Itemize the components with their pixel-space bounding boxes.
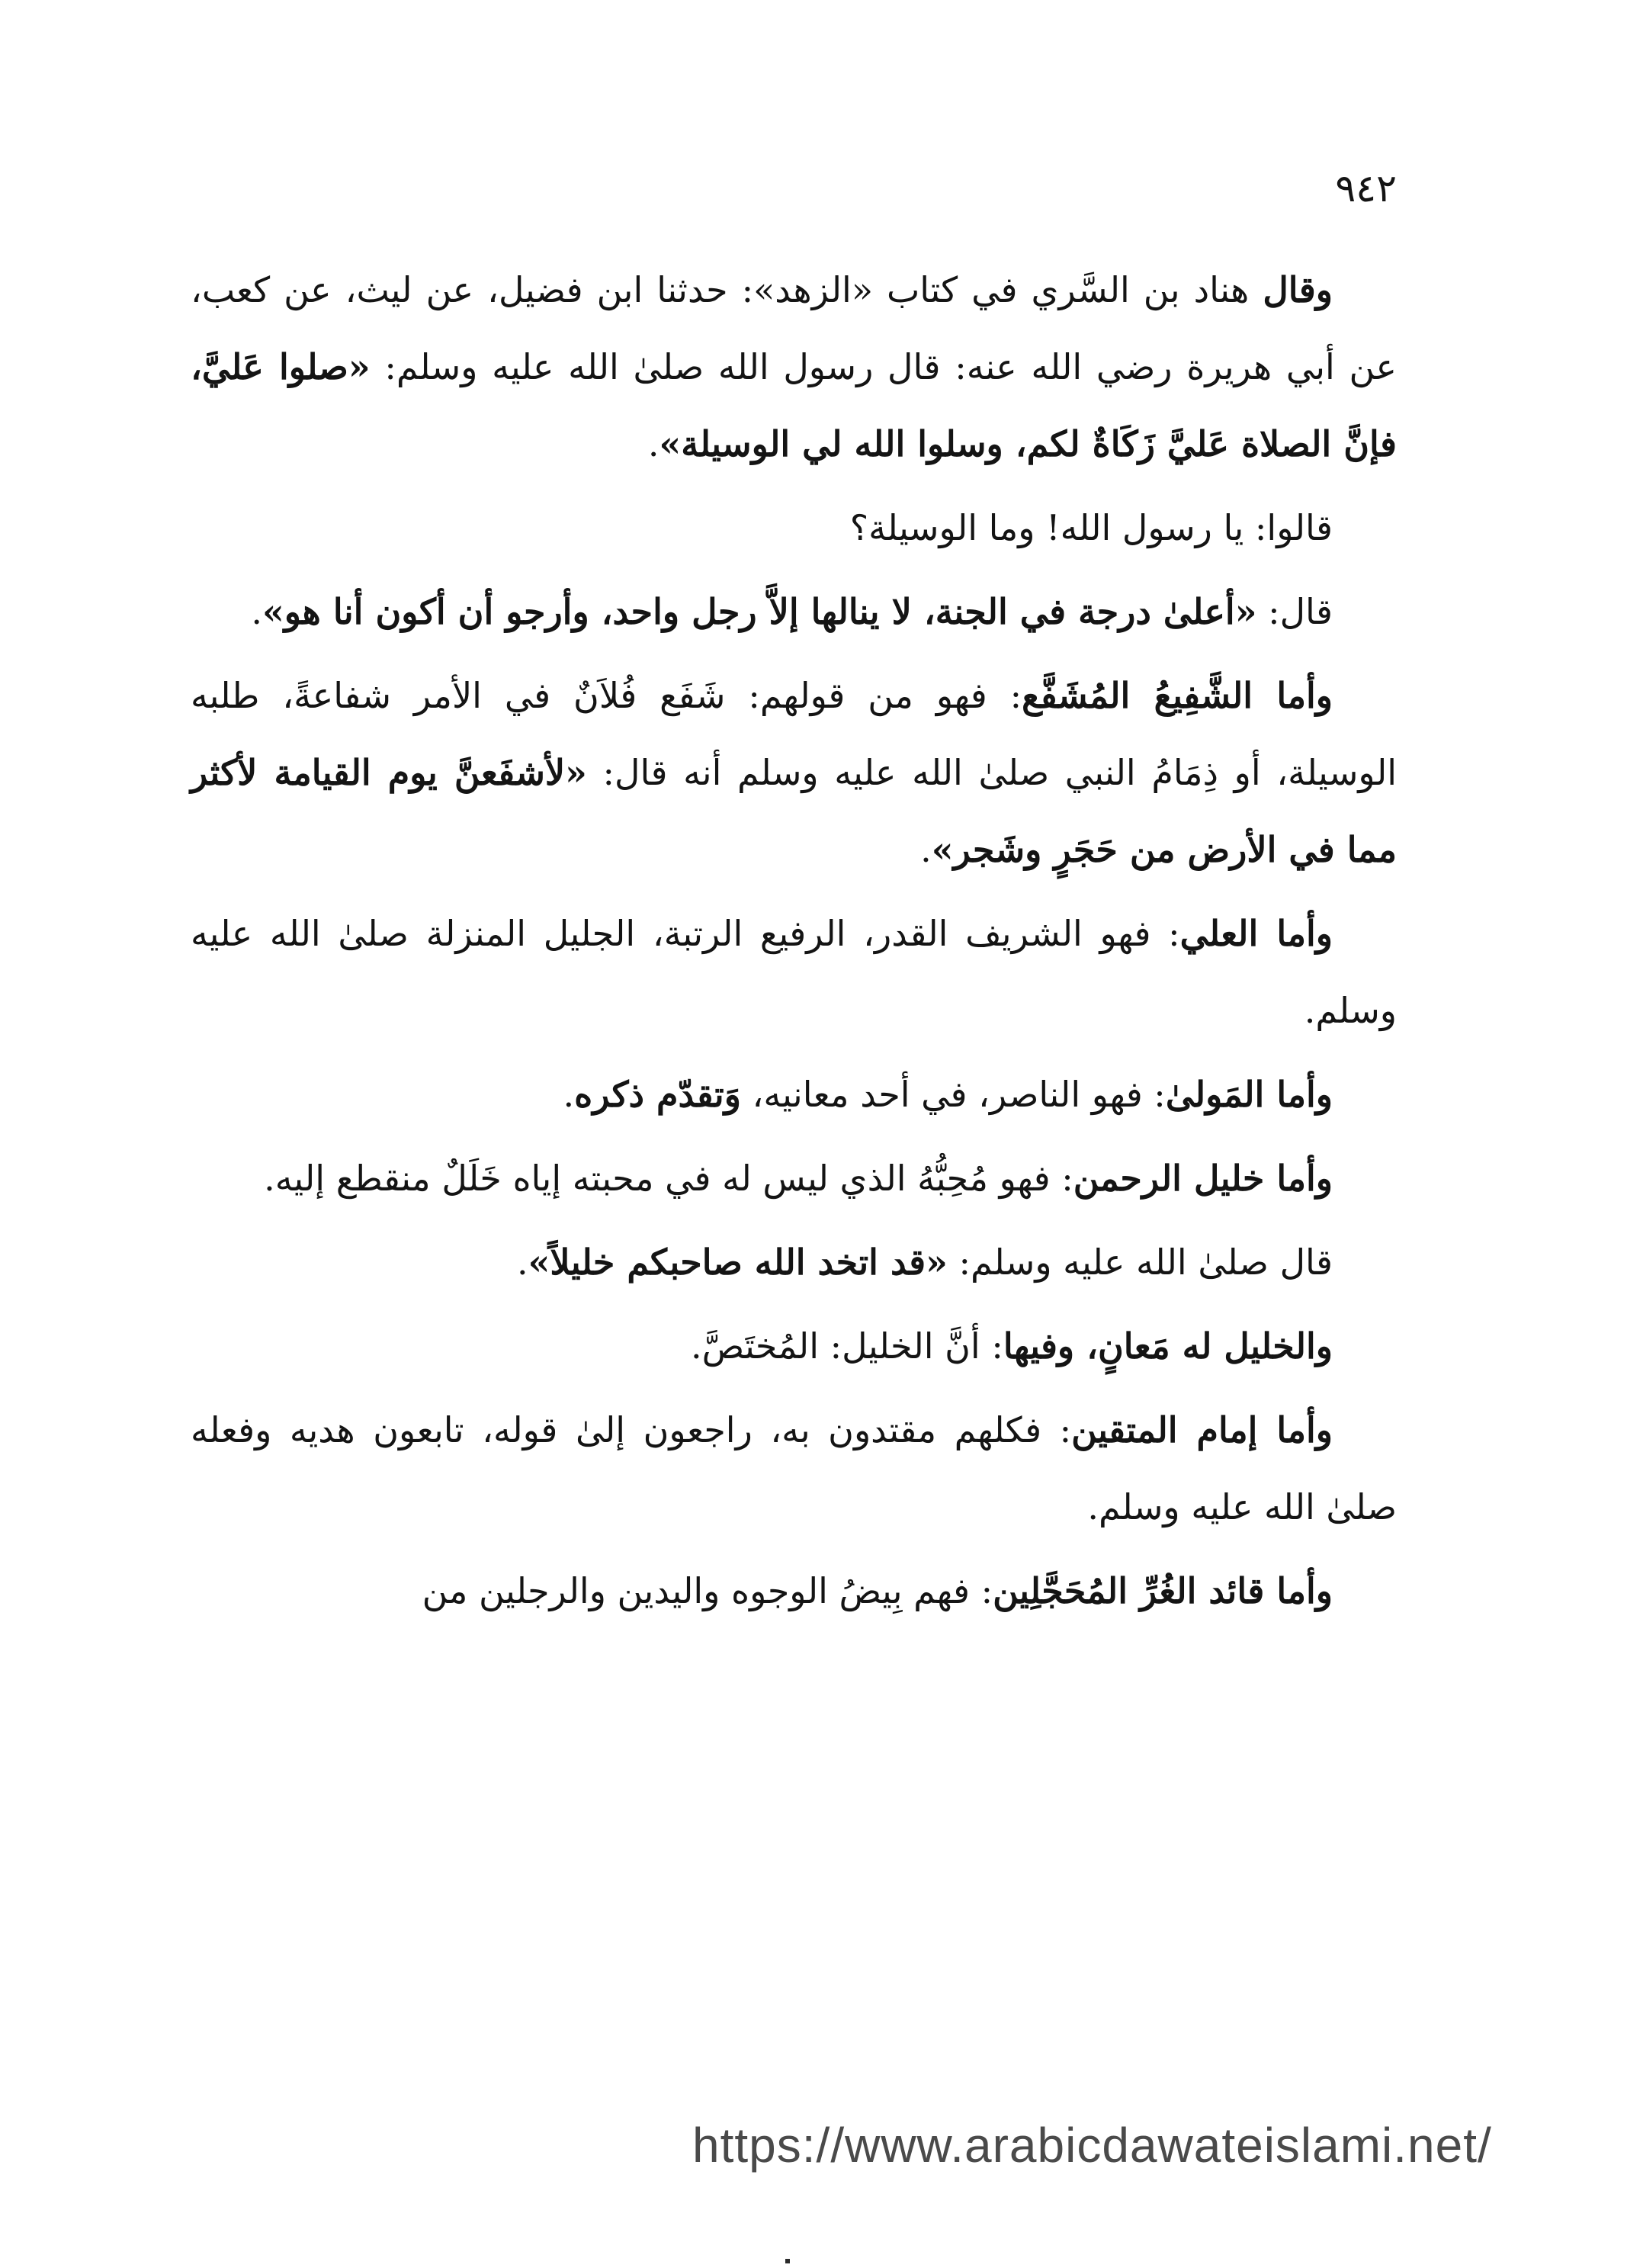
paragraph-text: : فهم بِيضُ الوجوه واليدين والرجلين من	[422, 1570, 993, 1611]
paragraph-khalil-meaning	[191, 1308, 1397, 1385]
paragraph-lead: وأما المَولىٰ	[1165, 1074, 1333, 1115]
page-number: ٩٤٢	[1335, 166, 1397, 210]
paragraph-mawla	[191, 1056, 1397, 1133]
paragraph-text: : فهو الشريف القدر، الرفيع الرتبة، الجليل المنزلة صلىٰ الله عليه وسلم.	[191, 913, 1397, 1031]
paragraph-lead: وأما إمام المتقين	[1071, 1409, 1333, 1450]
paragraph-khalil	[191, 1140, 1397, 1217]
paragraph-text: هناد بن السَّري في كتاب «الزهد»: حدثنا ابن فضيل، عن ليث، عن كعب، عن أبي هريرة رضي الله عنه: قال رسول الله صلىٰ الله عليه وسلم:	[191, 269, 1398, 387]
paragraph-text: : أنَّ الخليل: المُختَصَّ.	[691, 1325, 1003, 1367]
page-edge-mark	[785, 2259, 790, 2263]
paragraph-text: قال:	[1256, 591, 1333, 632]
paragraph-imam	[191, 1392, 1397, 1546]
paragraph-tail: .	[517, 1242, 528, 1283]
hadith-quote: «لأشفَعنَّ يوم القيامة لأكثر مما في الأرض من حَجَرٍ وشَجر»	[191, 752, 1397, 870]
paragraph-lead: وأما قائد الغُرِّ المُحَجَّلِين	[993, 1570, 1333, 1611]
paragraph-text: : فكلهم مقتدون به، راجعون إلىٰ قوله، تابعون هديه وفعله صلىٰ الله عليه وسلم.	[191, 1409, 1397, 1528]
paragraph-lead: وقال	[1263, 269, 1333, 310]
body-text	[191, 252, 1397, 1637]
paragraph-shafi	[191, 657, 1397, 888]
paragraph-lead: وأما الشَّفِيعُ المُشَفَّع	[1022, 675, 1333, 716]
hadith-quote: «أعلىٰ درجة في الجنة، لا ينالها إلاَّ رجل واحد، وأرجو أن أكون أنا هو»	[262, 591, 1257, 632]
hadith-quote: «صلوا عَليَّ، فإنَّ الصلاة عَليَّ زَكَاةٌ لكم، وسلوا الله لي الوسيلة»	[191, 346, 1397, 464]
paragraph-tail: .	[647, 423, 659, 464]
paragraph-answer	[191, 573, 1397, 651]
paragraph-khalil-hadith	[191, 1224, 1397, 1301]
paragraph-text: : فهو مُحِبُّهُ الذي ليس له في محبته إياه خَلَلٌ منقطع إليه.	[264, 1158, 1073, 1199]
paragraph-tail: .	[563, 1074, 575, 1115]
paragraph-lead: وأما العلي	[1179, 913, 1333, 954]
paragraph-text: : فهو من قولهم: شَفَع فُلاَنٌ في الأمر شفاعةً، طلبه الوسيلة، أو ذِمَامُ النبي صلىٰ الله عليه وسلم أنه قال:	[191, 675, 1397, 793]
watermark-url: https://www.arabicdawateislami.net/	[692, 2118, 1492, 2173]
paragraph-question	[191, 490, 1397, 567]
paragraph-tail: .	[920, 829, 932, 870]
paragraph-text: : فهو الناصر، في أحد معانيه،	[740, 1074, 1166, 1115]
paragraph-text: قال صلىٰ الله عليه وسلم:	[947, 1242, 1333, 1283]
paragraph-lead: وأما خليل الرحمن	[1073, 1158, 1333, 1199]
paragraph-lead: والخليل له مَعانٍ، وفيها	[1003, 1325, 1333, 1367]
paragraph-qaid	[191, 1553, 1397, 1630]
hadith-quote: «قد اتخد الله صاحبكم خليلاً»	[528, 1242, 948, 1283]
paragraph-text: قالوا: يا رسول الله! وما الوسيلة؟	[849, 507, 1333, 548]
paragraph-ali	[191, 895, 1397, 1049]
paragraph-tail: .	[251, 591, 263, 632]
emphasis-text: وَتقدّم ذكره	[574, 1074, 741, 1115]
paragraph-hannad-narration	[191, 252, 1397, 483]
